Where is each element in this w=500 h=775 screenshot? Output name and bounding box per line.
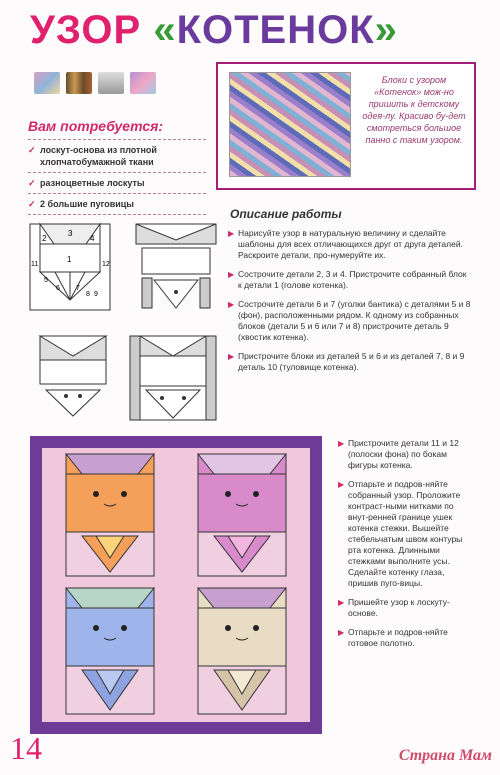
description-steps [228,228,472,381]
cats-quilt-background [42,448,310,722]
title-open-quote: « [153,8,177,52]
diagram-block-head [136,224,216,308]
step-item: ▶ Отпарьте и подров-няйте собранный узор. Проложите контраст-ными нитками по внут-ренней границе ушек котенка стежки. Вышейте стебельчатым швом контуры рта котенка. Длинными стежками выполните усы. Сделайте котенку глаза, пришив пуго-вицы. [338,479,474,589]
title-word: КОТЕНОК [176,8,375,52]
diagram-label: 12 [102,261,110,268]
step-item: ▶ Нарисуйте узор в натуральную величину и сделайте шаблоны для всех отличающихся друг от друга деталей. Раскроите детали, про-нумеруйте их. [228,228,472,261]
step-item: ▶ Пристрочите блоки из деталей 5 и 6 и из деталей 7, 8 и 9 деталь 10 (туловище котенка). [228,351,472,373]
materials-item: ✓ 2 большие пуговицы [28,193,206,215]
step-item: ▶ Отпарьте и подров-няйте готовое полотно. [338,627,474,649]
cats-svg [42,448,310,722]
title-prefix: УЗОР [30,8,154,52]
sewing-machine-thumbnail [98,72,124,94]
photo-caption: Блоки с узором «Котенок» мож-но пришить к детскому одея-лу. Красиво бу-дет смотреться большое панно с таким узором. [362,75,466,145]
materials-list [28,139,206,215]
description-steps-continued [338,438,474,657]
assembly-diagram [26,220,222,426]
page-title [30,8,398,53]
diagram-label: 4 [90,234,95,243]
diagram-label: 2 [42,234,47,243]
diagram-block-full [30,224,110,310]
page-number: 14 [10,730,42,766]
step-item: ▶ Пришейте узор к лоскуту-основе. [338,597,474,619]
materials-item: ✓ лоскут-основа из плотной хлопчатобумажной ткани [28,139,206,172]
cat-orange [66,454,154,576]
cat-blue [66,588,154,714]
title-close-quote: » [374,8,398,52]
diagram-label: 8 [86,291,90,298]
quilt-photo [229,72,351,177]
materials-heading: Вам потребуется: [28,118,164,134]
diagram-label: 6 [56,285,60,292]
diagram-label: 3 [68,229,73,238]
cat-pink [198,454,286,576]
fabric-thumbnail [34,72,60,94]
diagram-label: 5 [44,277,48,284]
thread-spools-thumbnail [66,72,92,94]
step-item: ▶ Сострочите детали 2, 3 и 4. Пристрочите собранный блок к детали 1 (голове котенка). [228,269,472,291]
diagram-block-final [130,336,216,420]
cat-beige [198,588,286,714]
step-item: ▶ Сострочите детали 6 и 7 (уголки бантика) с деталями 5 и 8 (фон), расположенными рядом. К одному из собранных блоков (детали 5 и 6 или 7 и 8) пристрочите деталь 9 (хвостик котенка). [228,299,472,343]
diagram-block-rows [40,336,106,416]
materials-item: ✓ разноцветные лоскуты [28,172,206,193]
diagram-label: 9 [94,291,98,298]
quilt-thumbnail [130,72,156,94]
photo-frame [216,62,476,190]
description-heading: Описание работы [230,207,342,221]
diagram-label: 11 [31,261,39,268]
watermark: Страна Мам [398,747,492,764]
cats-quilt-illustration [30,436,322,734]
step-item: ▶ Пристрочите детали 11 и 12 (полоски фона) по бокам фигуры котенка. [338,438,474,471]
materials-thumbnails [34,72,156,94]
diagram-label: 7 [76,285,80,292]
diagram-label: 1 [67,255,72,264]
